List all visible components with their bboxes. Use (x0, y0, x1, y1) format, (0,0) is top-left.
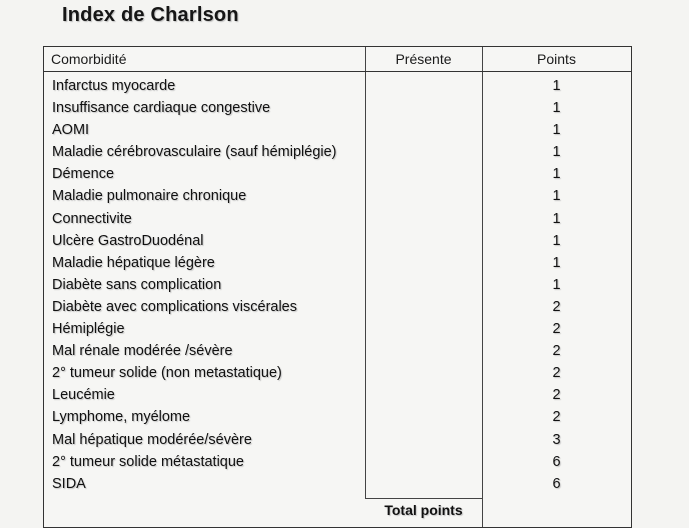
comorbidity-points: 1 (552, 188, 561, 205)
comorbidity-name: Maladie pulmonaire chronique (52, 188, 247, 205)
table-row (44, 384, 631, 406)
comorbidity-points: 1 (552, 210, 561, 227)
comorbidity-points: 6 (552, 453, 561, 470)
page-title: Index de Charlson (62, 4, 239, 26)
table-row (44, 451, 631, 473)
comorbidity-name: Diabète sans complication (52, 276, 222, 293)
comorbidity-points: 1 (552, 166, 561, 183)
comorbidity-points: 2 (552, 321, 561, 338)
table-row (44, 119, 631, 141)
table-row (44, 362, 631, 384)
comorbidity-points: 1 (552, 144, 561, 161)
comorbidity-name: Leucémie (52, 387, 115, 404)
comorbidity-name: Diabète avec complications viscérales (52, 298, 297, 315)
comorbidity-name: Hémiplégie (52, 321, 125, 338)
comorbidity-points: 2 (552, 387, 561, 404)
comorbidity-points: 1 (552, 276, 561, 293)
table-row (44, 75, 631, 97)
comorbidity-name: Maladie hépatique légère (52, 254, 215, 271)
table-row (44, 163, 631, 185)
comorbidity-points: 3 (552, 431, 561, 448)
comorbidity-points: 2 (552, 298, 561, 315)
comorbidity-points: 1 (552, 100, 561, 117)
table-row (44, 318, 631, 340)
comorbidity-name: Démence (52, 166, 115, 183)
comorbidity-points: 1 (552, 254, 561, 271)
comorbidity-points: 2 (552, 365, 561, 382)
header-divider (44, 71, 631, 72)
comorbidity-name: AOMI (52, 122, 90, 139)
table-row (44, 340, 631, 362)
table-row (44, 252, 631, 274)
table-body (44, 75, 631, 495)
comorbidity-name: Maladie cérébrovasculaire (sauf hémiplégie) (52, 144, 337, 161)
table-row (44, 185, 631, 207)
comorbidity-name: Lymphome, myélome (52, 409, 191, 426)
table-row (44, 274, 631, 296)
comorbidity-name: Infarctus myocarde (52, 78, 176, 94)
comorbidity-name: SIDA (52, 475, 86, 492)
comorbidity-name: Mal hépatique modérée/sévère (52, 431, 252, 448)
comorbidity-name: Mal rénale modérée /sévère (52, 343, 233, 360)
total-points-label: Total points (384, 502, 463, 518)
table-row (44, 97, 631, 119)
header-points: Points (537, 51, 576, 67)
header-present: Présente (395, 51, 452, 67)
table-row (44, 208, 631, 230)
comorbidity-points: 2 (552, 409, 561, 426)
comorbidity-points: 1 (552, 122, 561, 139)
comorbidity-points: 1 (552, 78, 561, 94)
comorbidity-name: Insuffisance cardiaque congestive (52, 100, 271, 117)
comorbidity-name: Connectivite (52, 210, 132, 227)
charlson-table (43, 46, 632, 528)
comorbidity-points: 2 (552, 343, 561, 360)
table-row (44, 230, 631, 252)
comorbidity-points: 1 (552, 232, 561, 249)
table-row (44, 141, 631, 163)
table-row (44, 473, 631, 495)
table-row (44, 406, 631, 428)
table-row (44, 296, 631, 318)
table-row (44, 429, 631, 451)
comorbidity-name: 2° tumeur solide (non metastatique) (52, 365, 282, 382)
comorbidity-name: Ulcère GastroDuodénal (52, 232, 204, 249)
comorbidity-points: 6 (552, 475, 561, 492)
header-comorbidity: Comorbidité (51, 51, 127, 67)
comorbidity-name: 2° tumeur solide métastatique (52, 453, 244, 470)
